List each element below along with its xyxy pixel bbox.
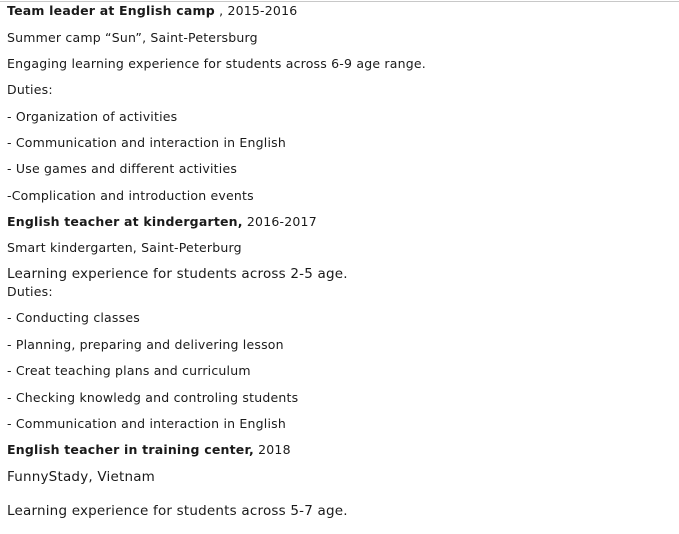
job-period: , 2015-2016: [214, 3, 298, 18]
job-description: Learning experience for students across 2-5 age.: [7, 266, 348, 282]
duty-item: - Creat teaching plans and curriculum: [7, 363, 251, 378]
duty-item: -Complication and introduction events: [7, 188, 254, 203]
job-heading: [7, 214, 317, 229]
job-company: Smart kindergarten, Saint-Peterburg: [7, 240, 242, 255]
job-heading: [7, 442, 291, 457]
job-title: English teacher in training center,: [7, 442, 254, 457]
duty-item: - Planning, preparing and delivering lesson: [7, 337, 284, 352]
job-title: Team leader at English camp: [7, 3, 215, 18]
job-title: English teacher at kindergarten,: [7, 214, 243, 229]
top-border: [0, 1, 679, 2]
job-heading: [7, 3, 297, 18]
job-description: Learning experience for students across 5-7 age.: [7, 503, 348, 519]
duties-label: Duties:: [7, 82, 53, 97]
duty-item: - Communication and interaction in English: [7, 135, 286, 150]
job-period: 2016-2017: [242, 214, 317, 229]
duty-item: - Communication and interaction in English: [7, 416, 286, 431]
duty-item: - Checking knowledg and controling students: [7, 390, 299, 405]
job-company: FunnyStady, Vietnam: [7, 469, 156, 485]
duty-item: - Organization of activities: [7, 109, 178, 124]
duties-label: Duties:: [7, 284, 53, 299]
duty-item: - Conducting classes: [7, 310, 140, 325]
duty-item: - Use games and different activities: [7, 161, 238, 176]
job-period: 2018: [253, 442, 291, 457]
job-description: Engaging learning experience for students across 6-9 age range.: [7, 56, 426, 71]
job-company: Summer camp “Sun”, Saint-Petersburg: [7, 30, 258, 45]
